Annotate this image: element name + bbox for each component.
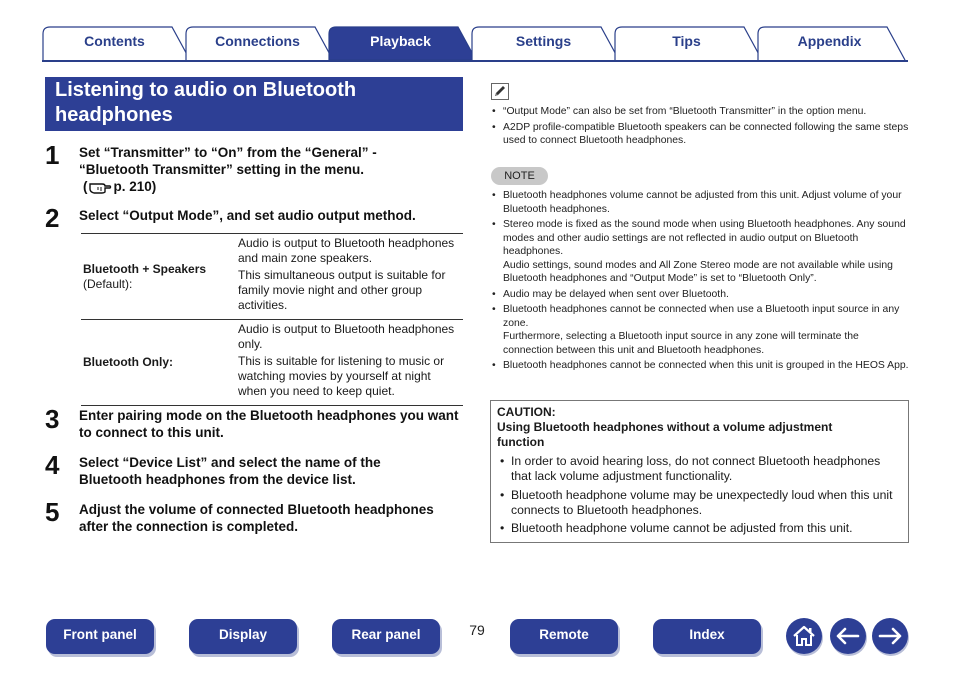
tab-label: Contents: [84, 33, 145, 49]
page-number: 79: [469, 622, 485, 638]
home-button[interactable]: [786, 618, 822, 654]
step-1-reference[interactable]: [79, 178, 459, 198]
list-item: • In order to avoid hearing loss, do not connect Bluetooth headphones that lack volume adjustment functionality.: [499, 454, 899, 485]
list-item: • Bluetooth headphone volume cannot be adjusted from this unit.: [499, 521, 899, 536]
step-number: 5: [45, 497, 60, 527]
remote-button[interactable]: Remote: [510, 619, 618, 654]
caution-title: CAUTION:: [497, 405, 556, 419]
step-number: 4: [45, 450, 60, 480]
front-panel-button[interactable]: Front panel: [46, 619, 154, 654]
table-row: [81, 320, 463, 406]
page-title-line2: headphones: [55, 104, 173, 126]
top-tab-bar: [42, 26, 908, 62]
note-badge: NOTE: [491, 167, 548, 185]
step-5-text: Adjust the volume of connected Bluetooth headphones after the connection is completed.: [79, 502, 434, 534]
step-1-text: [79, 144, 459, 198]
display-button[interactable]: Display: [189, 619, 297, 654]
previous-page-button[interactable]: [830, 618, 866, 654]
index-button[interactable]: Index: [653, 619, 761, 654]
rear-panel-button[interactable]: Rear panel: [332, 619, 440, 654]
page-title-line1: Listening to audio on Bluetooth: [55, 79, 357, 101]
list-item: [491, 359, 909, 373]
output-mode-table: [81, 233, 463, 406]
mode-label-bold: Bluetooth Only:: [83, 355, 173, 369]
tab-playback[interactable]: [328, 26, 478, 60]
tab-tips[interactable]: [614, 26, 764, 60]
list-item: • “Output Mode” can also be set from “Bluetooth Transmitter” in the option menu.: [491, 105, 909, 119]
list-item: • A2DP profile-compatible Bluetooth speakers can be connected following the same steps used to connect Bluetooth headphones.: [491, 121, 909, 148]
step-3-text: Enter pairing mode on the Bluetooth headphones you want to connect to this unit.: [79, 408, 459, 440]
list-item: [491, 218, 909, 286]
list-item: [491, 189, 909, 216]
note-text: • Stereo mode is fixed as the sound mode when using Bluetooth headphones. Any sound modes and other audio settings are not reflected in audio output on Bluetooth headphones.: [503, 219, 906, 257]
tab-label: Tips: [672, 33, 701, 49]
list-item: • Bluetooth headphone volume may be unexpectedly loud when this unit connects to Bluetooth headphones.: [499, 488, 899, 519]
home-icon: [786, 618, 822, 654]
tab-label: Connections: [215, 33, 300, 49]
mode-label-bold: Bluetooth + Speakers: [83, 261, 207, 276]
note-text: Furthermore, selecting a Bluetooth input source in any zone will terminate the connection between this unit and Bluetooth headphones.: [503, 331, 859, 356]
list-item: [491, 288, 909, 302]
pencil-icon: [491, 83, 509, 100]
step-1-line2: “Bluetooth Transmitter” setting in the menu.: [79, 162, 365, 177]
tab-connections[interactable]: [185, 26, 335, 60]
mode-label-cell: [81, 234, 235, 320]
ref-page-text: p. 210): [113, 179, 157, 194]
note-text: Audio settings, sound modes and All Zone Stereo mode are not available while using Bluetooth headphones and “Output Mode” is set to “Bluetooth Only”.: [503, 259, 893, 284]
mode-description: This is suitable for listening to music or watching movies by yourself at night when you need to keep quiet.: [238, 354, 445, 398]
tab-label: Settings: [515, 33, 572, 49]
caution-list: [499, 454, 899, 539]
step-number: 2: [45, 203, 60, 233]
note-list: [491, 189, 909, 373]
step-number: 1: [45, 140, 60, 170]
arrow-left-icon: [830, 618, 866, 654]
note-text: • Bluetooth headphones cannot be connected when use a Bluetooth input source in any zone.: [503, 304, 900, 329]
tab-settings[interactable]: [471, 26, 621, 60]
mode-description-cell: [235, 320, 463, 406]
tab-contents[interactable]: [42, 26, 192, 60]
note-text: • Bluetooth headphones cannot be connected when this unit is grouped in the HEOS App.: [503, 360, 909, 371]
note-text: • Audio may be delayed when sent over Bluetooth.: [503, 288, 729, 300]
ref-open-paren: (: [83, 179, 88, 194]
tab-underline: [42, 60, 908, 62]
mode-description: This simultaneous output is suitable for family movie night and other group activities.: [238, 268, 446, 312]
caution-subtitle: Using Bluetooth headphones without a volume adjustment function: [497, 420, 833, 449]
arrow-right-icon: [872, 618, 908, 654]
table-row: [81, 234, 463, 320]
next-page-button[interactable]: [872, 618, 908, 654]
step-4-text: Select “Device List” and select the name of the Bluetooth headphones from the device list.: [79, 455, 381, 487]
caution-box: [490, 400, 909, 543]
mode-label-rest: (Default):: [83, 276, 133, 291]
tab-label: Playback: [370, 33, 431, 49]
note-text: • Bluetooth headphones volume cannot be adjusted from this unit. Adjust volume of your Bluetooth headphones.: [503, 190, 902, 215]
mode-label-cell: [81, 320, 235, 406]
tab-label: Appendix: [797, 33, 862, 49]
mode-description: Audio is output to Bluetooth headphones and main zone speakers.: [238, 236, 455, 265]
page-title: [45, 77, 463, 131]
mode-description-cell: [235, 234, 463, 320]
hand-pointer-icon: [88, 180, 114, 198]
memo-list: [491, 105, 909, 148]
mode-description: Audio is output to Bluetooth headphones only.: [238, 322, 455, 351]
step-number: 3: [45, 404, 60, 434]
step-2-text: Select “Output Mode”, and set audio output method.: [79, 208, 416, 223]
tab-appendix[interactable]: [757, 26, 907, 60]
step-1-line1: Set “Transmitter” to “On” from the “General” -: [79, 145, 377, 160]
list-item: [491, 303, 909, 357]
